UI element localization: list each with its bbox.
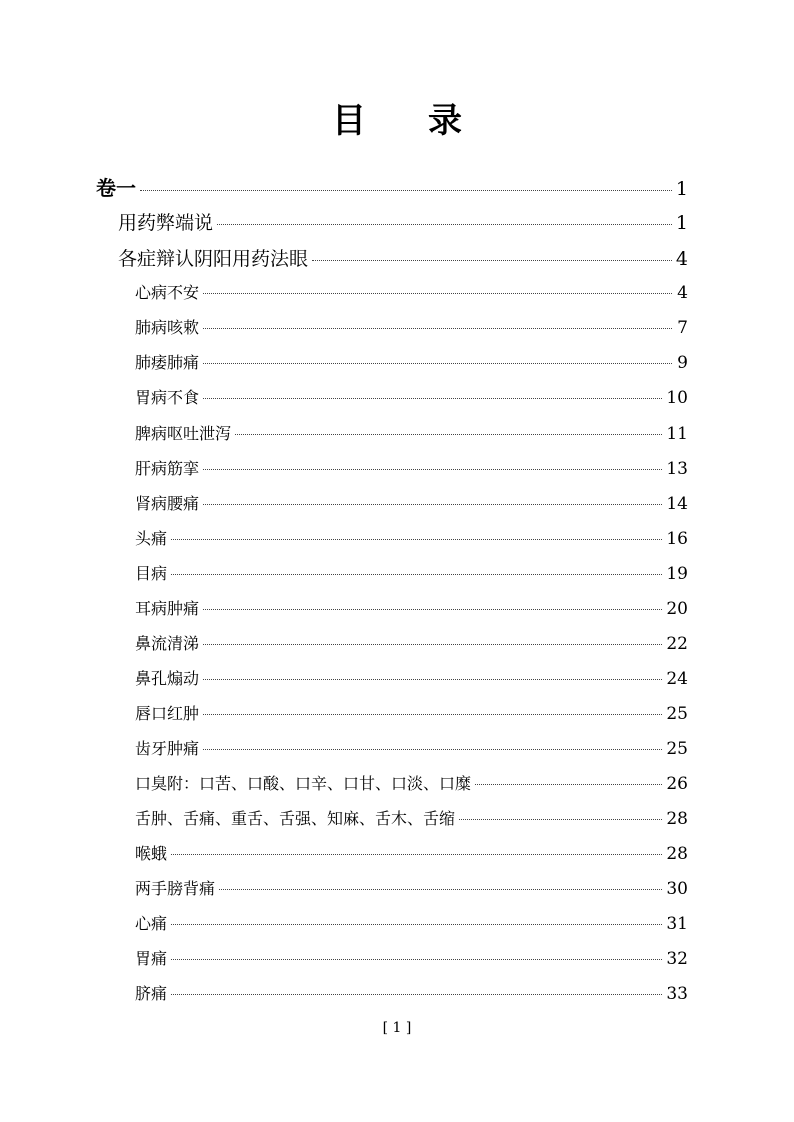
toc-entry-page-number: 25	[666, 704, 688, 724]
toc-entry-title: 胃痛	[135, 949, 168, 968]
toc-entry-title: 胃病不食	[135, 388, 200, 407]
toc-entry-page-number: 28	[666, 844, 688, 864]
toc-entry[interactable]	[135, 491, 688, 514]
toc-entry-title: 鼻流清涕	[135, 634, 200, 653]
toc-entry-page-number: 28	[666, 809, 688, 829]
toc-entry-title: 喉蛾	[135, 844, 168, 863]
toc-entry-title: 鼻孔煽动	[135, 669, 200, 688]
toc-entry[interactable]	[135, 596, 688, 619]
toc-entry[interactable]	[135, 701, 688, 724]
toc-entry-page-number: 4	[677, 283, 688, 303]
toc-entry-title: 口臭附：口苦、口酸、口辛、口甘、口淡、口糜	[135, 774, 472, 793]
dot-leader	[312, 260, 672, 261]
toc-entry-page-number: 7	[677, 318, 688, 338]
toc-entry-title: 脐痛	[135, 984, 168, 1003]
dot-leader	[203, 293, 672, 294]
toc-entry-page-number: 1	[675, 212, 688, 234]
toc-entry[interactable]	[135, 385, 688, 408]
dot-leader	[475, 784, 662, 785]
toc-entry[interactable]	[135, 876, 688, 899]
toc-entry-page-number: 31	[666, 914, 688, 934]
toc-entry[interactable]	[135, 315, 688, 338]
toc-entry-title: 用药弊端说	[118, 212, 214, 234]
toc-entry-page-number: 13	[666, 459, 688, 479]
toc-entry[interactable]	[135, 666, 688, 689]
toc-entry[interactable]	[135, 981, 688, 1004]
page-number: [ 1 ]	[382, 1020, 412, 1036]
toc-entry-title: 卷一	[96, 176, 136, 200]
toc-entry[interactable]	[135, 526, 688, 549]
dot-leader	[203, 644, 662, 645]
toc-entry[interactable]	[135, 561, 688, 584]
dot-leader	[459, 819, 662, 820]
toc-entry[interactable]	[135, 771, 688, 794]
toc-entry[interactable]	[135, 631, 688, 654]
toc-entry-page-number: 4	[675, 248, 688, 270]
toc-entry-page-number: 22	[666, 634, 688, 654]
dot-leader	[171, 539, 662, 540]
toc-entry[interactable]	[135, 736, 688, 759]
toc-entry-page-number: 16	[666, 529, 688, 549]
dot-leader	[203, 749, 662, 750]
dot-leader	[203, 679, 662, 680]
toc-entry-page-number: 9	[677, 353, 688, 373]
toc-entry-title: 唇口红肿	[135, 704, 200, 723]
toc-entry[interactable]	[118, 244, 688, 271]
toc-entry-title: 心痛	[135, 914, 168, 933]
toc-entry-title: 耳病肿痛	[135, 599, 200, 618]
dot-leader	[203, 469, 662, 470]
dot-leader	[203, 504, 662, 505]
toc-entry-title: 两手膀背痛	[135, 879, 216, 898]
dot-leader	[140, 190, 672, 191]
dot-leader	[203, 398, 662, 399]
toc-entry-title: 各症辩认阴阳用药法眼	[118, 248, 309, 270]
dot-leader	[171, 924, 662, 925]
toc-entry-title: 肺病咳欶	[135, 318, 200, 337]
dot-leader	[235, 434, 662, 435]
page-title: 目录	[332, 101, 524, 141]
toc-entry[interactable]	[118, 208, 688, 235]
dot-leader	[203, 328, 672, 329]
toc-entry[interactable]	[135, 911, 688, 934]
toc-entry-page-number: 1	[675, 178, 688, 200]
toc-entry[interactable]	[135, 280, 688, 303]
toc-entry-title: 肺痿肺痛	[135, 353, 200, 372]
toc-entry-page-number: 19	[666, 564, 688, 584]
dot-leader	[219, 889, 662, 890]
dot-leader	[171, 994, 662, 995]
toc-entry[interactable]	[135, 456, 688, 479]
toc-entry-page-number: 11	[666, 424, 688, 444]
toc-entry-page-number: 30	[666, 879, 688, 899]
dot-leader	[171, 959, 662, 960]
toc-entry-page-number: 20	[666, 599, 688, 619]
toc-entry-page-number: 10	[666, 388, 688, 408]
toc-entry-title: 肾病腰痛	[135, 494, 200, 513]
toc-entry[interactable]	[135, 841, 688, 864]
toc-entry-title: 舌肿、舌痛、重舌、舌强、知麻、舌木、舌缩	[135, 809, 456, 828]
dot-leader	[203, 609, 662, 610]
dot-leader	[203, 714, 662, 715]
toc-entry[interactable]	[96, 172, 688, 201]
toc-entry[interactable]	[135, 421, 688, 444]
toc-entry-title: 心病不安	[135, 283, 200, 302]
dot-leader	[203, 363, 672, 364]
toc-entry-page-number: 26	[666, 774, 688, 794]
toc-entry-title: 目病	[135, 564, 168, 583]
toc-entry-page-number: 33	[666, 984, 688, 1004]
toc-entry-page-number: 32	[666, 949, 688, 969]
dot-leader	[171, 854, 662, 855]
toc-entry[interactable]	[135, 806, 688, 829]
toc-entry-page-number: 14	[666, 494, 688, 514]
dot-leader	[217, 224, 672, 225]
toc-entry-title: 头痛	[135, 529, 168, 548]
toc-entry[interactable]	[135, 946, 688, 969]
toc-entry-title: 脾病呕吐泄泻	[135, 424, 232, 443]
toc-entry-page-number: 25	[666, 739, 688, 759]
toc-entry-title: 肝病筋挛	[135, 459, 200, 478]
toc-entry[interactable]	[135, 350, 688, 373]
dot-leader	[171, 574, 662, 575]
toc-entry-page-number: 24	[666, 669, 688, 689]
toc-entry-title: 齿牙肿痛	[135, 739, 200, 758]
